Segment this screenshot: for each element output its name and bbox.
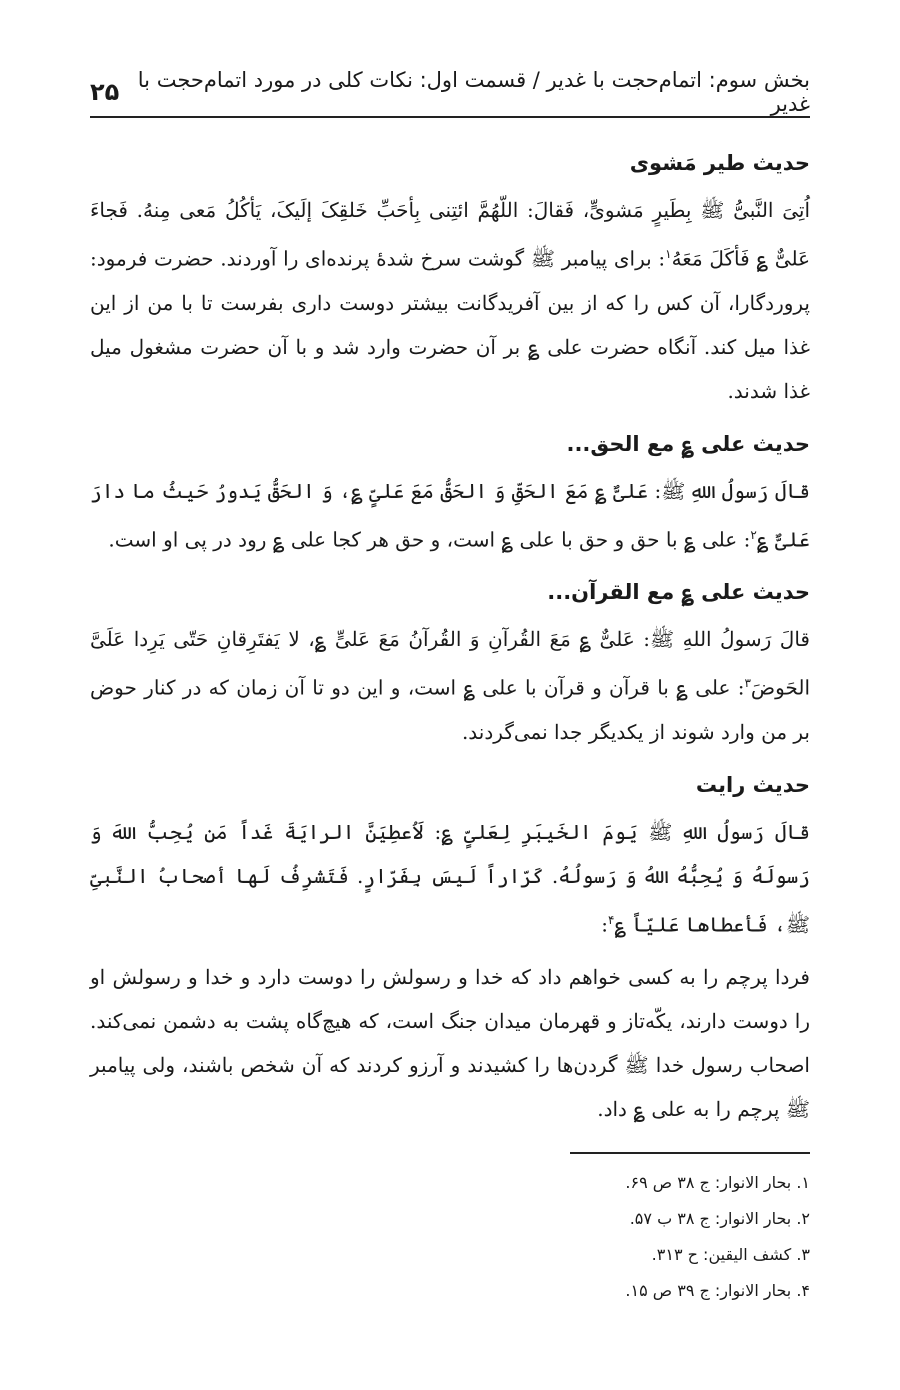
- paragraph: قالَ رَسولُ اللهِ ﷺ یَومَ الخَیبَرِ لِعَلیٍّ ؏: لَاُعطِیَنَّ الرایَةَ غَداً مَن یُحِبُّ اللهَ وَ رَسولَهُ وَ یُحِبُّهُ اللهُ وَ رَسولُهُ. کَرّاراً لَیسَ بِفَرّارٍ. فَتَشرِفُ لَها أصحابُ النَّبیِّ ﷺ، فَأعطاها عَلیّاً ؏$^۴$:: [90, 819, 810, 937]
- paragraph: قالَ رَسولُ اللهِ ﷺ: عَلیٌّ ؏ مَعَ القُرآنِ وَ القُرآنُ مَعَ عَلیٍّ ؏، لا یَفتَرِقانِ حَتّی یَرِدا عَلَیَّ الحَوضَ$^۳$: علی ؏ با قرآن و قرآن با علی ؏ است، و این دو تا آن زمان که در کنار حوض بر من وارد شوند از یکدیگر جدا نمی‌گردند.: [90, 627, 810, 744]
- section-title: حدیث علی ؏ مع الحق...: [566, 431, 810, 456]
- paragraph: اُتِیَ النَّبیُّ ﷺ بِطَیرٍ مَشویٍّ، فَقالَ: اللّهُمَّ ائتِنی بِأحَبِّ خَلقِکَ إلَیکَ، یَأکُلُ مَعی مِنهُ. فَجاءَ عَلیٌّ ؏ فَأکَلَ مَعَهُ$^۱$: برای پیامبر ﷺ گوشت سرخ شدهٔ پرنده‌ای را آوردند. حضرت فرمود: پروردگارا، آن کس را که از بین آفریدگانت بیشتر دوست داری بفرست تا با من از این غذا میل کند. آنگاه حضرت علی ؏ بر آن حضرت وارد شد و با آن حضرت مشغول میل غذا شدند.: [90, 198, 811, 403]
- header-divider: [90, 116, 810, 118]
- footnote-ref[interactable]: ۱: [665, 247, 672, 261]
- page-body: [90, 140, 810, 1139]
- paragraph: فردا پرچم را به کسی خواهم داد که خدا و رسولش را دوست دارد و خدا و رسولش او را دوست دارند، یکّه‌تاز و قهرمان میدان جنگ است، که هیچ‌گاه پشت به دشمن نمی‌کند. اصحاب رسول خدا ﷺ گردن‌ها را کشیدند و آرزو کردند که آن شخص باشند، ولی پیامبر ﷺ پرچم را به علی ؏ داد.: [90, 964, 810, 1121]
- footnote: ۴. بحار الانوار: ج ۳۹ ص ۱۵.: [625, 1281, 810, 1300]
- section-title: حدیث علی ؏ مع القرآن...: [547, 580, 810, 605]
- footnote: ۳. کشف الیقین: ح ۳۱۳.: [651, 1245, 810, 1264]
- footnote: ۱. بحار الانوار: ج ۳۸ ص ۶۹.: [625, 1173, 810, 1192]
- footnote-ref[interactable]: ۲: [750, 527, 757, 542]
- footnote-divider: [570, 1152, 810, 1154]
- page-number: ۲۵: [90, 78, 120, 106]
- running-header-title: بخش سوم: اتمام‌حجت با غدیر / قسمت اول: نکات کلی در مورد اتمام‌حجت با غدیر: [137, 68, 810, 116]
- footnotes: [90, 1165, 810, 1309]
- paragraph: قالَ رَسولُ اللهِ ﷺ: عَلیٌّ ؏ مَعَ الحَقِّ وَ الحَقُّ مَعَ عَلیٍّ ؏، وَ الحَقُّ یَدورُ حَیثُ ما دارَ عَلیٌّ ؏$^۲$: علی ؏ با حق و حق با علی ؏ است، و حق هر کجا علی ؏ رود در پی او است.: [90, 478, 810, 552]
- running-header: [90, 68, 810, 116]
- footnote-ref[interactable]: ۴: [607, 912, 615, 927]
- footnote: ۲. بحار الانوار: ج ۳۸ ب ۵۷.: [629, 1209, 810, 1228]
- footnote-ref[interactable]: ۳: [744, 676, 751, 691]
- section-title: حدیث طیر مَشوی: [629, 151, 810, 175]
- section-title: حدیث رایت: [695, 772, 810, 797]
